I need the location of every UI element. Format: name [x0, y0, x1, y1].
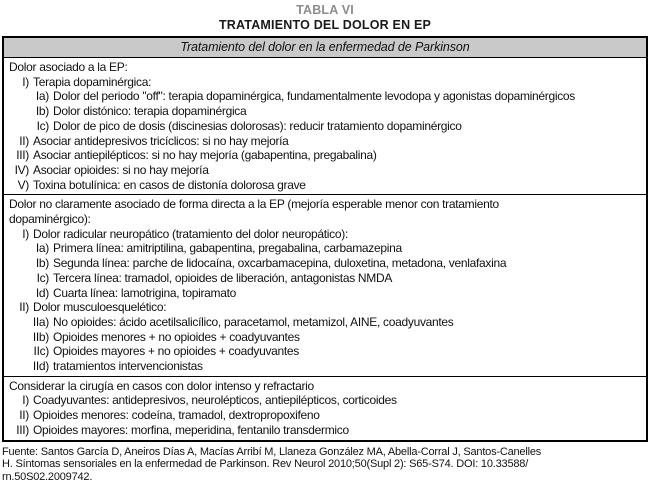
- source-citation: [2, 446, 648, 484]
- table-line: [7, 212, 643, 227]
- table-header: Tratamiento del dolor en la enfermedad de Parkinson: [4, 38, 646, 58]
- line-marker: Ib): [35, 256, 49, 271]
- table-line: [7, 423, 643, 438]
- table-line: [7, 408, 643, 423]
- table-line: [7, 134, 643, 149]
- line-text: Segunda línea: parche de lidocaína, oxcarbamacepina, duloxetina, metadona, venlafaxina: [53, 256, 507, 271]
- line-text: Dolor musculoesquelético:: [33, 300, 167, 315]
- line-marker: IIb): [32, 329, 49, 344]
- table-line: [7, 393, 643, 408]
- line-text: Opioides mayores: morfina, meperidina, fentanilo transdermico: [33, 422, 349, 437]
- line-marker: Ia): [35, 89, 49, 104]
- line-marker: I): [22, 393, 29, 408]
- line-marker: Ic): [36, 270, 49, 285]
- line-text: Tercera línea: tramadol, opioides de liberación, antagonistas NMDA: [53, 270, 393, 285]
- line-text: Primera línea: amitriptilina, gabapentina, pregabalina, carbamazepina: [53, 241, 402, 256]
- citation-line: Fuente: Santos García D, Aneiros Días A, Macías Arribí M, Llaneza González MA, Abella-Corral J, Santos-Canelles: [2, 445, 542, 458]
- table-line: [7, 227, 643, 242]
- line-marker: I): [22, 74, 29, 89]
- table-line: [7, 178, 643, 193]
- line-marker: II): [19, 133, 29, 148]
- line-marker: II): [19, 408, 29, 423]
- line-text: Coadyuvantes: antidepresivos, neurolépticos, antiepilépticos, corticoides: [33, 393, 397, 408]
- line-text: Asociar opioides: si no hay mejoría: [33, 162, 209, 177]
- line-text: No opioides: ácido acetilsalicílico, paracetamol, metamizol, AINE, coadyuvantes: [53, 314, 454, 329]
- table-line: [7, 104, 643, 119]
- line-marker: II): [19, 300, 29, 315]
- line-marker: Ia): [35, 241, 49, 256]
- treatment-table: [2, 36, 648, 442]
- line-text: Dolor de pico de dosis (discinesias dolorosas): reducir tratamiento dopaminérgico: [53, 118, 462, 133]
- line-text: Dolor asociado a la EP:: [9, 60, 128, 74]
- section-cirugia: [4, 377, 646, 440]
- line-text: Cuarta línea: lamotrigina, topiramato: [53, 285, 236, 300]
- table-line: [7, 359, 643, 374]
- line-text: Dolor del periodo "off": terapia dopaminérgica, fundamentalmente levodopa y agonistas dopaminérgicos: [53, 89, 575, 104]
- line-text: Dolor radicular neuropático (tratamiento del dolor neuropático):: [33, 226, 348, 241]
- citation-line: H. Síntomas sensoriales en la enfermedad de Parkinson. Rev Neurol 2010;50(Supl 2): S65-S74. DOI: 10.33588/: [2, 458, 529, 471]
- table-line: [7, 60, 643, 75]
- table-line: [7, 379, 643, 394]
- table-line: [7, 315, 643, 330]
- line-marker: III): [16, 148, 29, 163]
- line-text: Dolor distónico: terapia dopaminérgica: [53, 104, 247, 119]
- section-dolor-asociado: [4, 58, 646, 195]
- line-marker: III): [16, 422, 29, 437]
- table-line: [7, 75, 643, 90]
- table-line: [7, 286, 643, 301]
- line-text: Considerar la cirugía en casos con dolor intenso y refractario: [9, 378, 314, 393]
- table-caption: [0, 0, 650, 33]
- table-number: TABLA VI: [296, 3, 354, 17]
- table-line: [7, 256, 643, 271]
- line-marker: IV): [14, 162, 29, 177]
- line-text: Opioides menores + no opioides + coadyuvantes: [53, 329, 300, 344]
- line-marker: V): [17, 177, 29, 192]
- table-line: [7, 89, 643, 104]
- line-text: Opioides mayores + no opioides + coadyuvantes: [53, 344, 299, 359]
- citation-line: rn.50S02.2009742.: [2, 470, 93, 483]
- table-line: [7, 271, 643, 286]
- line-text: tratamientos intervencionistas: [53, 359, 203, 374]
- line-text: dopaminérgico):: [9, 212, 91, 227]
- line-text: Asociar antiepilépticos: si no hay mejoría (gabapentina, pregabalina): [33, 148, 377, 163]
- table-line: [7, 163, 643, 178]
- line-text: Toxina botulínica: en casos de distonía dolorosa grave: [33, 177, 306, 192]
- section-dolor-no-asociado: [4, 195, 646, 376]
- table-line: [7, 119, 643, 134]
- line-text: Terapia dopaminérgica:: [33, 74, 152, 89]
- line-text: Dolor no claramente asociado de forma directa a la EP (mejoría esperable menor con tratamiento: [9, 197, 499, 212]
- page-title: TRATAMIENTO DEL DOLOR EN EP: [218, 18, 432, 32]
- table-line: [7, 330, 643, 345]
- table-line: [7, 300, 643, 315]
- line-marker: Ib): [35, 104, 49, 119]
- table-line: [7, 241, 643, 256]
- line-marker: Ic): [36, 118, 49, 133]
- line-text: Asociar antidepresivos tricíclicos: si no hay mejoría: [33, 133, 289, 148]
- line-text: Opioides menores: codeína, tramadol, dextropropoxifeno: [33, 408, 320, 423]
- table-line: [7, 197, 643, 212]
- table-line: [7, 148, 643, 163]
- line-marker: IIa): [32, 314, 49, 329]
- line-marker: IId): [32, 359, 49, 374]
- table-line: [7, 344, 643, 359]
- line-marker: IIc): [33, 344, 49, 359]
- line-marker: Id): [35, 285, 49, 300]
- line-marker: I): [22, 226, 29, 241]
